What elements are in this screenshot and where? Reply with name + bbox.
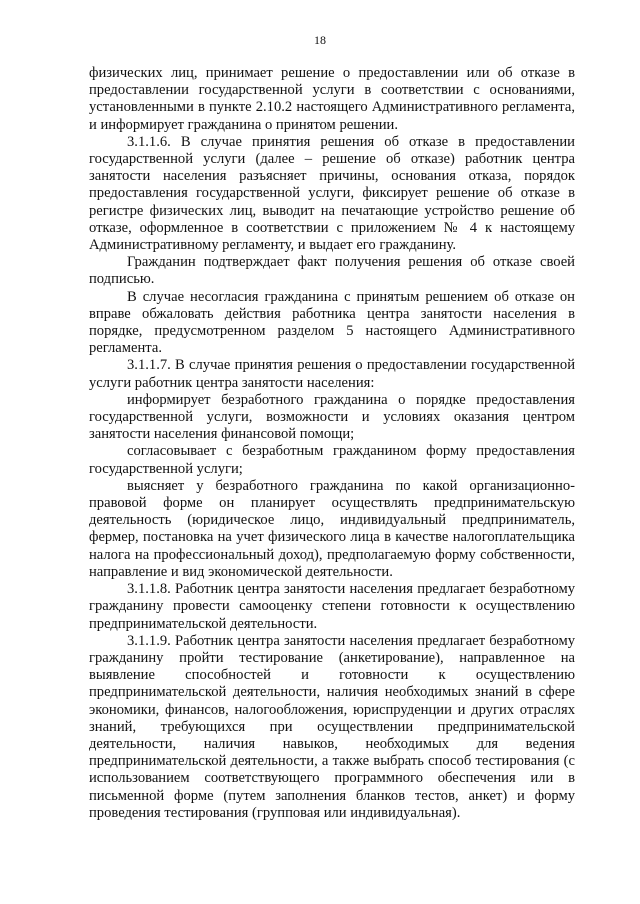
- document-body: [89, 65, 575, 822]
- paragraph-agrees-form: согласовывает с безработным гражданином форму предоставления государственной услуги;: [89, 443, 575, 477]
- paragraph-3-1-1-9: 3.1.1.9. Работник центра занятости населения предлагает безработному гражданину пройти тестирование (анкетирование), направленное на выявление способностей и готовности к осуществлению предпринимательской деятельности, наличия необходимых знаний в сфере экономики, финансов, налогообложения, юриспруденции и других отраслях знаний, требующихся при осуществлении предпринимательской деятельности, наличия навыков, необходимых для ведения предпринимательской деятельности, а также выбрать способ тестирования (с использованием соответствующего программного обеспечения или в письменной форме (путем заполнения бланков тестов, анкет) и форму проведения тестирования (групповая или индивидуальная).: [89, 632, 575, 821]
- paragraph-signature-confirmation: Гражданин подтверждает факт получения решения об отказе своей подписью.: [89, 254, 575, 288]
- paragraph-continuation: физических лиц, принимает решение о предоставлении или об отказе в предоставлении государственной услуги в соответствии с основаниями, установленными в пункте 2.10.2 настоящего Административного регламента, и информирует гражданина о принятом решении.: [89, 65, 575, 133]
- paragraph-clarifies-form: выясняет у безработного гражданина по какой организационно-правовой форме он планирует осуществлять предпринимательскую деятельность (юридическое лицо, индивидуальный предприниматель, фермер, постановка на учет физического лица в качестве налогоплательщика налога на профессиональный доход), предполагаемую форму собственности, направление и вид экономической деятельности.: [89, 477, 575, 580]
- paragraph-informs: информирует безработного гражданина о порядке предоставления государственной услуги, возможности и условиях оказания центром занятости населения финансовой помощи;: [89, 391, 575, 443]
- page-number: 18: [314, 33, 326, 47]
- paragraph-3-1-1-6: 3.1.1.6. В случае принятия решения об отказе в предоставлении государственной услуги (далее – решение об отказе) работник центра занятости населения разъясняет причины, основания отказа, порядок предоставления государственной услуги, фиксирует решение об отказе в регистре физических лиц, выводит на печатающие устройство решение об отказе, оформленное в соответствии с приложением № 4 к настоящему Административному регламенту, и выдает его гражданину.: [89, 133, 575, 254]
- paragraph-3-1-1-8: 3.1.1.8. Работник центра занятости населения предлагает безработному гражданину провести самооценку степени готовности к осуществлению предпринимательской деятельности.: [89, 581, 575, 632]
- paragraph-appeal: В случае несогласия гражданина с принятым решением об отказе он вправе обжаловать действия работника центра занятости населения в порядке, предусмотренном разделом 5 настоящего Административного регламента.: [89, 288, 575, 357]
- paragraph-3-1-1-7: 3.1.1.7. В случае принятия решения о предоставлении государственной услуги работник центра занятости населения:: [89, 357, 575, 391]
